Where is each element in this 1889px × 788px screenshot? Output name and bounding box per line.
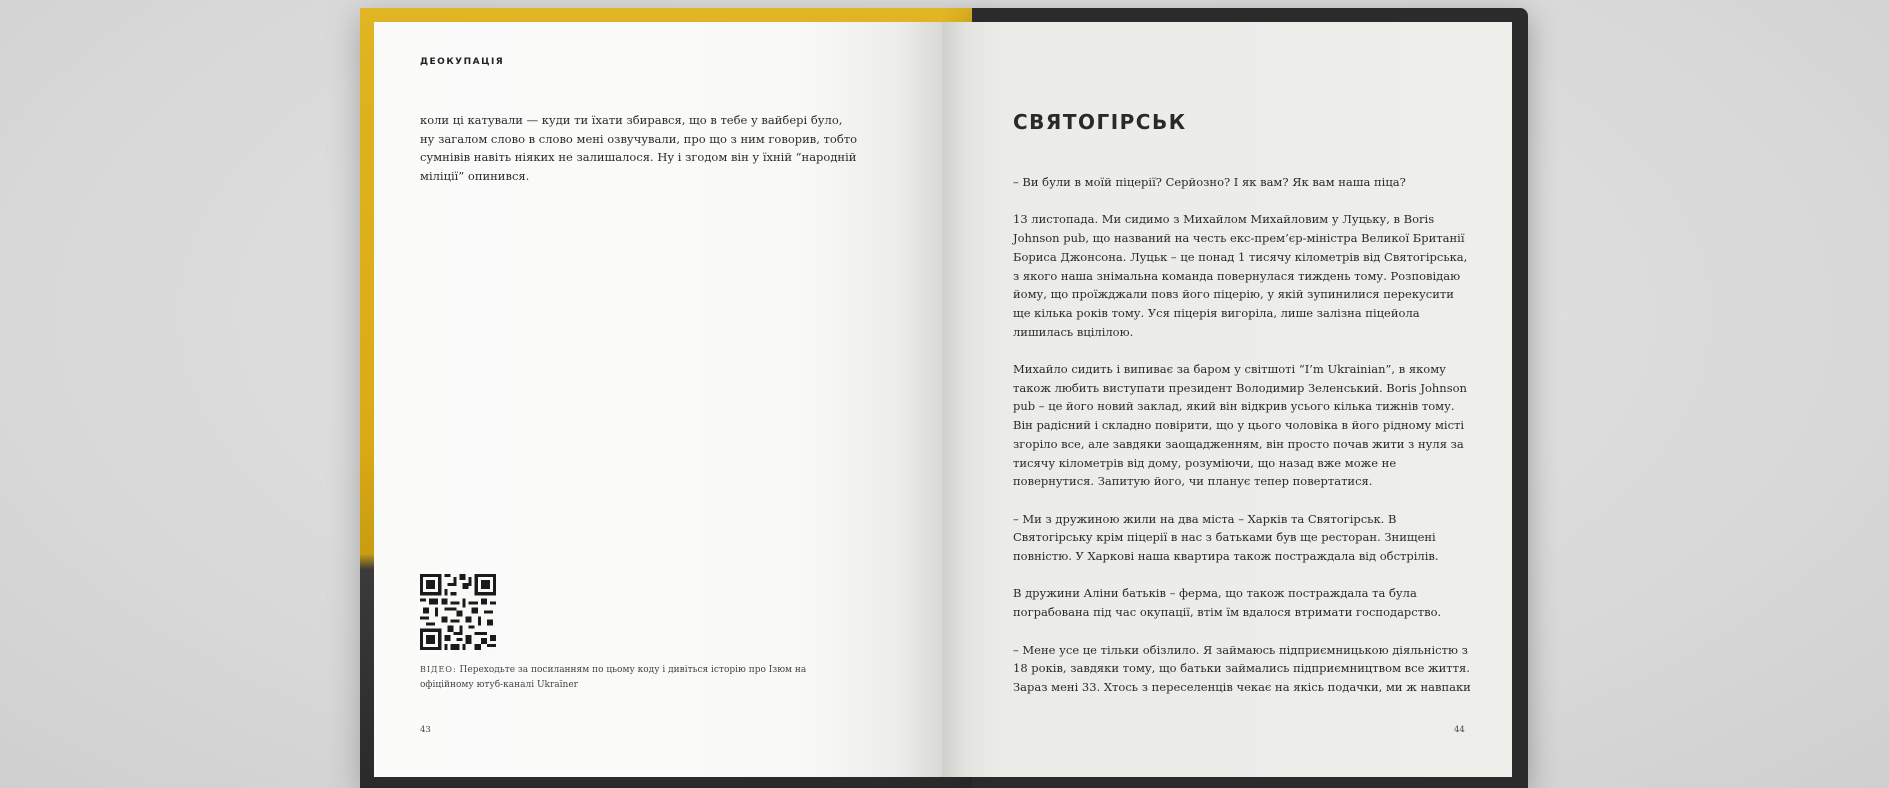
caption-label: ВІДЕО: bbox=[420, 665, 457, 674]
right-page-text bbox=[1013, 173, 1473, 715]
paragraph: – Ви були в моїй піцерії? Серйозно? І як вам? Як вам наша піца? bbox=[1013, 175, 1406, 189]
chapter-title: СВЯТОГІРСЬК bbox=[1013, 110, 1187, 134]
paragraph: 13 листопада. Ми сидимо з Михайлом Михайловим у Луцьку, в Boris Johnson pub, що названий на честь екс-прем’єр-міністра Великої Британії Бориса Джонсона. Луцьк – це понад 1 тисячу кілометрів від Святогірська, з якого наша знімальна команда повернулася тиждень тому. Розповідаю йому, що проїжджали повз його піцерію, у якій зупинилися перекусити ще кілька років тому. Уся піцерія вигоріла, лише залізна піцейола лишилась вцілілою. bbox=[1013, 212, 1468, 339]
page-number-left: 43 bbox=[420, 725, 431, 735]
right-page bbox=[942, 22, 1512, 777]
paragraph: Михайло сидить і випиває за баром у світшоті “I’m Ukrainian”, в якому також любить виступати президент Володимир Зеленський. Boris Johnson pub – це його новий заклад, який він відкрив усього кілька тижнів тому. Він радісний і складно повірити, що у цього чоловіка в його рідному місті згоріло все, але завдяки заощадженням, він просто почав жити з нуля за тисячу кілометрів від дому, розуміючи, що назад вже може не повернутися. Запитую його, чи планує тепер повертатися. bbox=[1013, 362, 1467, 489]
caption-text: Переходьте за посиланням по цьому коду і дивіться історію про Ізюм на офіційному ютуб-каналі Ukraїner bbox=[420, 665, 807, 690]
running-head: ДЕОКУПАЦІЯ bbox=[420, 57, 505, 67]
paragraph: – Мене усе це тільки обізлило. Я займаюсь підприємницькою діяльністю з 18 років, завдяки тому, що батьки займались підприємництвом все життя. Зараз мені 33. Хтось з переселенців чекає на якісь подачки, ми ж навпаки bbox=[1013, 642, 1471, 694]
left-page bbox=[374, 22, 942, 777]
paragraph: – Ми з дружиною жили на два міста – Харків та Святогірськ. В Святогірську крім піцерії в нас з батьками був ще ресторан. Знищені повністю. У Харкові наша квартира також постраждала від обстрілів. bbox=[1013, 511, 1439, 564]
video-caption bbox=[420, 662, 860, 693]
qr-code-icon bbox=[420, 574, 496, 650]
page-number-right: 44 bbox=[1454, 725, 1465, 735]
left-page-paragraph: коли ці катували — куди ти їхати збирався, що в тебе у вайбері було, ну загалом слово в слово мені озвучували, про що з ним говорив, тобто сумнівів навіть ніяких не залишалося. Ну і згодом він у їхній “народній міліції” опинився. bbox=[420, 113, 858, 184]
paragraph: В дружини Аліни батьків – ферма, що також постраждала та була пограбована під час окупації, втім їм вдалося втримати господарство. bbox=[1013, 586, 1442, 620]
